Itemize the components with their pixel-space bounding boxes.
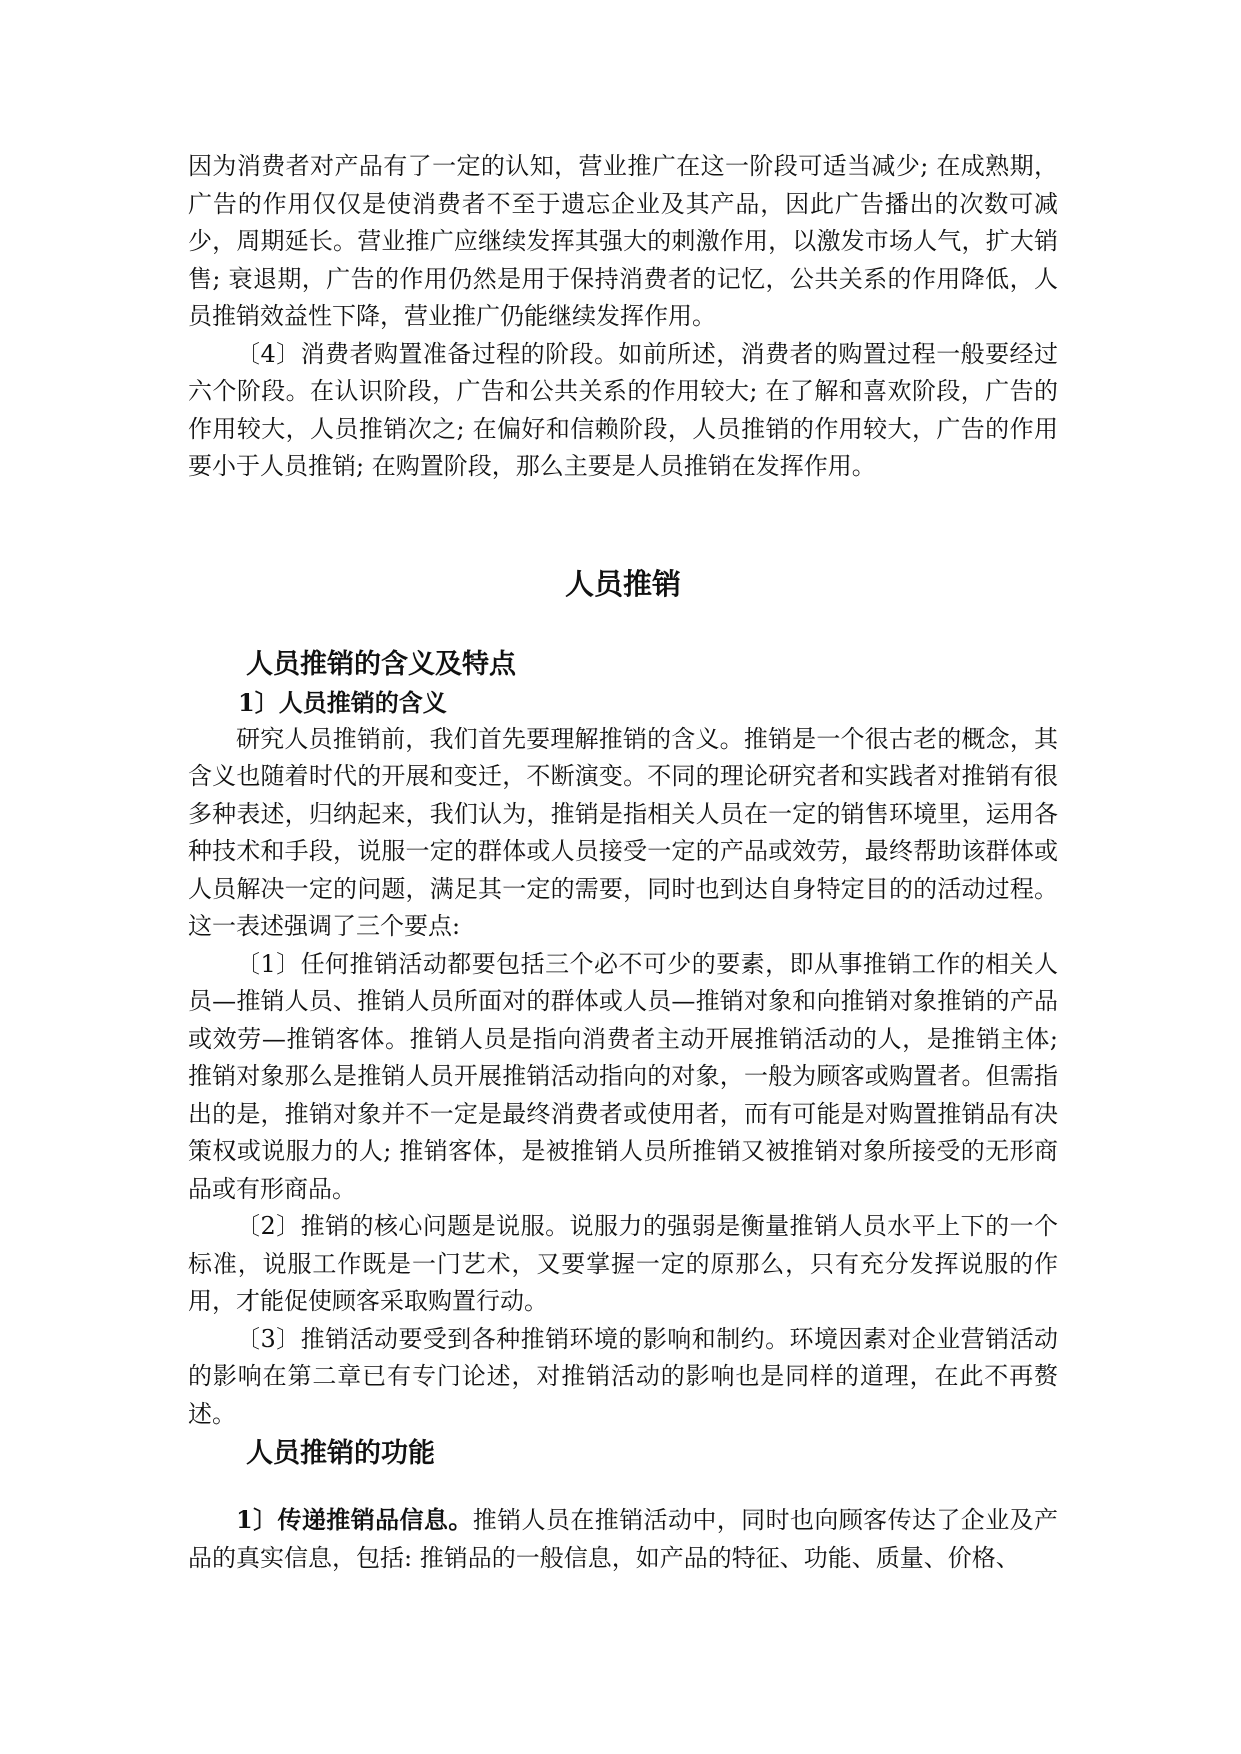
paragraph-lifecycle: 因为消费者对产品有了一定的认知，营业推广在这一阶段可适当减少; 在成熟期，广告的作用仅仅是使消费者不至于遗忘企业及其产品，因此广告播出的次数可减少，周期延长。营业推广应继续发挥其强大的刺激作用，以激发市场人气，扩大销售; 衰退期，广告的作用仍然是用于保持消费者的记忆，公共关系的作用降低，人员推销效益性下降，营业推广仍能继续发挥作用。 [188, 152, 1058, 330]
document-body [188, 148, 1058, 1577]
chapter-title: 人员推销 [564, 566, 681, 601]
paragraph-point-1: 〔1〕任何推销活动都要包括三个必不可少的要素，即从事推销工作的相关人员—推销人员、推销人员所面对的群体或人员—推销对象和向推销对象推销的产品或效劳—推销客体。推销人员是指向消费者主动开展推销活动的人，是推销主体; 推销对象那么是推销人员开展推销活动指向的对象，一般为顾客或购置者。但需指出的是，推销对象并不一定是最终消费者或使用者，而有可能是对购置推销品有决策权或说服力的人; 推销客体，是被推销人员所推销又被推销对象所接受的无形商品或有形商品。 [188, 949, 1058, 1203]
section-title-functions: 人员推销的功能 [246, 1438, 435, 1469]
paragraph-function-1 [188, 1501, 1058, 1577]
paragraph-purchase-stages: 〔4〕消费者购置准备过程的阶段。如前所述，消费者的购置过程一般要经过六个阶段。在认识阶段，广告和公共关系的作用较大; 在了解和喜欢阶段，广告的作用较大，人员推销次之; 在偏好和信赖阶段，人员推销的作用较大，广告的作用要小于人员推销; 在购置阶段，那么主要是人员推销在发挥作用。 [188, 339, 1058, 480]
paragraph-point-2: 〔2〕推销的核心问题是说服。说服力的强弱是衡量推销人员水平上下的一个标准，说服工作既是一门艺术，又要掌握一定的原那么，只有充分发挥说服的作用，才能促使顾客采取购置行动。 [188, 1212, 1058, 1315]
paragraph-definition: 研究人员推销前，我们首先要理解推销的含义。推销是一个很古老的概念，其含义也随着时代的开展和变迁，不断演变。不同的理论研究者和实践者对推销有很多种表述，归纳起来，我们认为，推销是指相关人员在一定的销售环境里，运用各种技术和手段，说服一定的群体或人员接受一定的产品或效劳，最终帮助该群体或人员解决一定的问题，满足其一定的需要，同时也到达自身特定目的的活动过程。这一表述强调了三个要点: [188, 724, 1058, 940]
paragraph-point-3: 〔3〕推销活动要受到各种推销环境的影响和制约。环境因素对企业营销活动的影响在第二章已有专门论述，对推销活动的影响也是同样的道理，在此不再赘述。 [188, 1324, 1058, 1428]
subhead-meaning: 1〕人员推销的含义 [238, 687, 447, 717]
function-1-text: 推销人员在推销活动中，同时也向顾客传达了企业及产品的真实信息，包括: 推销品的一般信息，如产品的特征、功能、质量、价格、 [188, 1506, 1059, 1572]
section-title-meaning: 人员推销的含义及特点 [246, 648, 516, 680]
function-1-heading: 1〕传递推销品信息。 [236, 1505, 473, 1534]
